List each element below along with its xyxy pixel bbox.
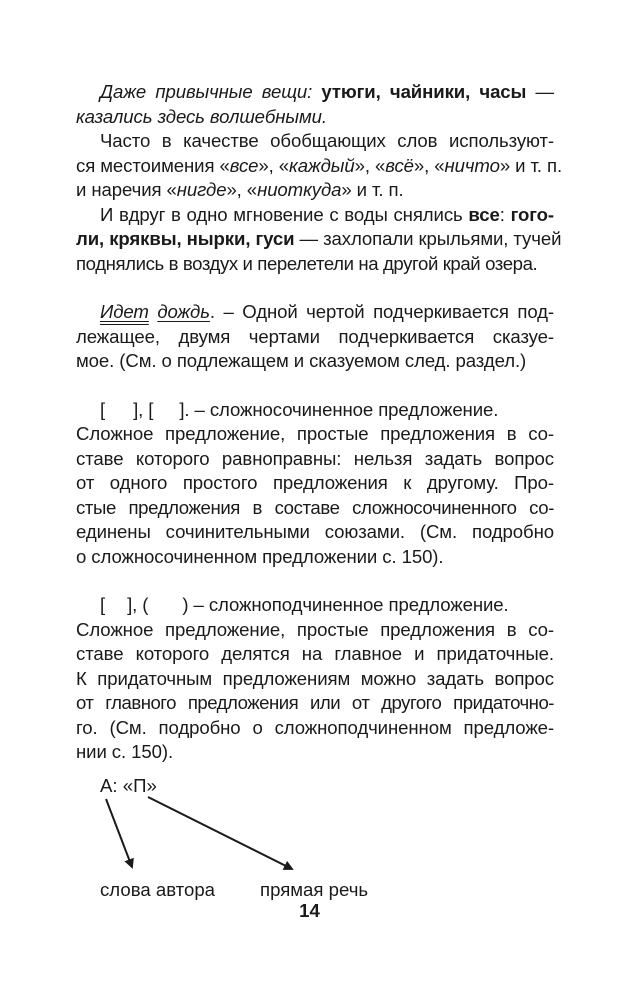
paragraph-line: К придаточным предложениям можно задать вопрос	[76, 667, 554, 689]
text: и наречия «	[76, 179, 177, 200]
text: ,	[465, 81, 480, 102]
paragraph-line: нии с. 150).	[76, 741, 174, 762]
bold-word: гого-	[510, 203, 554, 225]
text: » и т. п.	[499, 154, 563, 176]
example-line: казались здесь волшебными.	[76, 105, 327, 127]
paragraph-line: ставе которого равноправны: нельзя задать вопрос	[76, 447, 554, 469]
text: ,	[176, 228, 187, 249]
text: —	[526, 81, 554, 102]
paragraph-line: го. (См. подробно о сложноподчиненном предложе-	[76, 716, 554, 738]
bold-word: гуси	[255, 228, 295, 249]
page-number: 14	[299, 900, 320, 921]
paragraph-line: стые предложения в составе сложносочиненного со-	[76, 496, 554, 518]
italic-word: нигде	[176, 179, 227, 200]
text: ,	[245, 228, 256, 249]
italic-word: всё	[385, 154, 414, 176]
predicate-word: Идет	[100, 301, 149, 322]
paragraph-line: ставе которого делятся на главное и придаточные.	[76, 643, 554, 664]
bold-word: часы	[479, 81, 527, 102]
text: И вдруг в одно мгновение с воды снялись	[100, 203, 469, 225]
spacer	[76, 569, 554, 593]
paragraph-line	[76, 300, 554, 325]
paragraph-line: Сложное предложение, простые предложения в со-	[76, 618, 554, 640]
direct-speech-label: прямая речь	[260, 879, 369, 900]
paragraph-line	[76, 154, 563, 179]
example-line	[76, 227, 562, 252]
arrow-to-author	[106, 799, 132, 867]
scheme-bracket: ], [	[133, 398, 154, 420]
italic-word: каждый	[289, 154, 355, 176]
italic-word: все	[229, 154, 259, 176]
text: », «	[258, 154, 290, 176]
bold-word: чайники	[389, 81, 466, 102]
bold-word: утюги	[321, 81, 376, 102]
bold-word: нырки	[186, 228, 246, 249]
paragraph-line	[76, 178, 554, 203]
text: ,	[375, 81, 390, 102]
bold-word: все	[468, 203, 500, 225]
text: – сложноподчиненное предложение.	[188, 594, 509, 615]
bold-word: ли	[76, 228, 100, 249]
scheme-bracket: ], (	[127, 594, 149, 615]
paragraph-line: Часто в качестве обобщающих слов используют-	[100, 130, 554, 151]
scheme-line	[76, 398, 554, 423]
author-words-label: слова автора	[100, 879, 216, 900]
text: », «	[354, 154, 386, 176]
italic-word: ниоткуда	[257, 179, 342, 200]
text: . – Одной чертой подчеркивается под-	[209, 301, 554, 322]
subject-word: дождь	[157, 301, 210, 322]
text: », «	[226, 179, 258, 200]
page-content	[76, 80, 563, 900]
scheme-bracket: )	[182, 594, 189, 615]
paragraph-line: о сложносочиненном предложении с. 150).	[76, 545, 444, 567]
paragraph-line: Сложное предложение, простые предложения в со-	[76, 423, 554, 444]
example-line	[76, 80, 554, 105]
scheme-line	[76, 593, 554, 618]
text: ся местоимения «	[76, 154, 230, 176]
text: » и т. п.	[341, 179, 404, 200]
text: – сложносочиненное предложение.	[189, 398, 499, 420]
text: ,	[99, 228, 110, 249]
paragraph-line: единены сочинительными союзами. (См. подробно	[76, 521, 554, 542]
text: :	[499, 203, 511, 225]
paragraph-line: от главного предложения или от другого придаточно-	[76, 692, 554, 713]
scheme-bracket: [	[100, 594, 106, 615]
direct-speech-diagram	[76, 775, 554, 915]
example-line	[76, 203, 554, 228]
scheme-bracket: ].	[179, 398, 190, 420]
spacer	[76, 276, 554, 300]
spacer	[76, 374, 554, 398]
bold-word: кряквы	[109, 228, 177, 249]
arrow-to-speech	[148, 797, 292, 869]
diagram-scheme: А: «П»	[100, 775, 157, 796]
paragraph-line: лежащее, двумя чертами подчеркивается сказуе-	[76, 325, 554, 347]
text: Даже привычные вещи:	[100, 81, 322, 102]
text: — захлопали крыльями, тучей	[294, 228, 562, 249]
paragraph-line: от одного простого предложения к другому. Про-	[76, 472, 554, 493]
italic-word: ничто	[444, 154, 500, 176]
scheme-bracket: [	[100, 398, 106, 420]
paragraph-line: мое. (См. о подлежащем и сказуемом след. раздел.)	[76, 350, 527, 371]
text: », «	[413, 154, 445, 176]
example-line: поднялись в воздух и перелетели на другой край озера.	[76, 252, 538, 274]
